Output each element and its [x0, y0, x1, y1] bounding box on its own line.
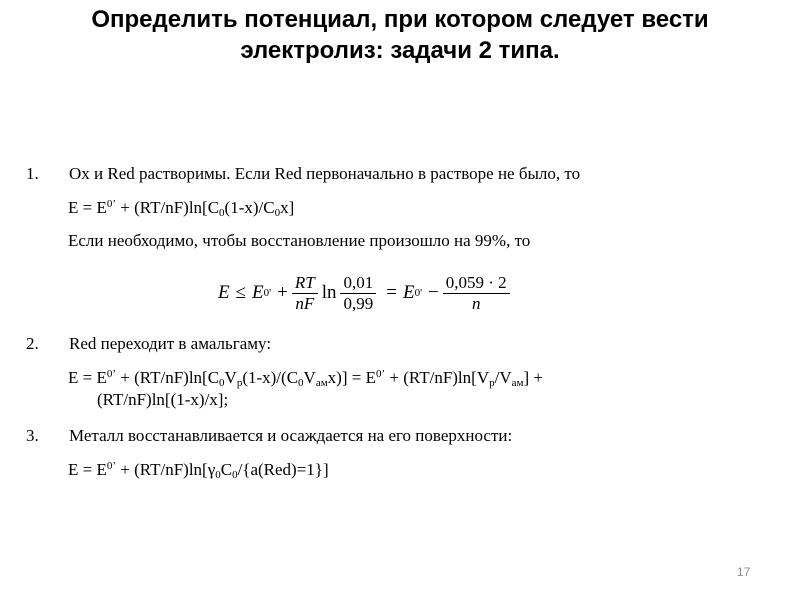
- fraction-denominator: n: [471, 293, 481, 313]
- item-2-formula-part: ] +: [523, 368, 543, 387]
- item-3-formula-sub: 0: [232, 469, 238, 481]
- item-1-formula-part: (1-x)/C: [224, 198, 275, 217]
- item-3-text: Металл восстанавливается и осаждается на его поверхности:: [69, 426, 513, 445]
- formula-fraction-rt-nf: [292, 273, 318, 314]
- item-1-formula-part: + (RT/nF)ln[C: [116, 198, 220, 217]
- slide-title-line-1: Определить потенциал, при котором следует вести: [91, 6, 709, 33]
- item-2-formula-part: V: [303, 368, 316, 387]
- slide-title: [0, 4, 800, 66]
- item-2-formula-sub: 0: [219, 377, 225, 389]
- slide-title-line-2: электролиз: задачи 2 типа.: [240, 37, 560, 64]
- item-1-formula-sub: 0: [219, 207, 225, 219]
- item-1-text: Ox и Red растворимы. Если Red первоначально в растворе не было, то: [69, 164, 581, 183]
- item-3-formula: [68, 460, 329, 480]
- item-3-formula-part: + (RT/nF)ln[γ: [116, 460, 216, 479]
- item-3-formula-part: C: [220, 460, 233, 479]
- item-2-formula-sub: 0: [298, 377, 304, 389]
- item-3-formula-part: /{a(Red)=1}]: [237, 460, 329, 479]
- item-2-formula-sub: p: [236, 377, 243, 389]
- fraction-denominator: nF: [295, 293, 315, 313]
- item-1-formula-sub: 0: [274, 207, 281, 219]
- item-2-formula-part: + (RT/nF)ln[C: [116, 368, 220, 387]
- formula-fraction-ratio: [340, 273, 376, 314]
- formula-lhs: E: [218, 282, 230, 303]
- item-1-number: 1.: [26, 164, 39, 183]
- item-3-number: 3.: [26, 426, 39, 445]
- item-3-formula-sup: 0’: [106, 460, 117, 472]
- item-2-formula-sub: ам: [511, 377, 524, 389]
- fraction-denominator: 0,99: [343, 293, 374, 313]
- item-2-formula-part: (1-x)/(C: [242, 368, 299, 387]
- item-2-formula-sub: ам: [315, 377, 328, 389]
- formula-minus: −: [428, 282, 439, 303]
- item-2-number: 2.: [26, 334, 39, 353]
- item-1-note: Если необходимо, чтобы восстановление произошло на 99%, то: [68, 231, 531, 250]
- item-1-display-formula: E ≤ E 0' + $\frac{RT}{nF}$ ln $\frac{0,01}{0,99}$ = E 0' − $\frac{0,059 \cdot 2}{n}$: [218, 270, 514, 316]
- fraction-numerator: RT: [292, 273, 318, 294]
- formula-ln: ln: [321, 282, 337, 303]
- item-2-formula-part: V: [224, 368, 237, 387]
- formula-e0b: E: [402, 282, 415, 303]
- item-2-formula-sub: p: [489, 377, 495, 389]
- page-number: 17: [737, 565, 751, 579]
- item-1-formula-part: E = E: [68, 198, 107, 217]
- item-1-formula: [68, 198, 294, 218]
- item-1-formula-sup: 0’: [106, 198, 117, 210]
- item-2-formula-part: x)] = E: [327, 368, 376, 387]
- formula-leq: ≤: [235, 282, 247, 303]
- item-2-formula: [68, 368, 543, 388]
- item-2-formula-line-2: (RT/nF)ln[(1-x)/x];: [97, 390, 229, 409]
- fraction-numerator: 0,059 · 2: [443, 273, 510, 294]
- formula-fraction-nernst: [443, 273, 510, 314]
- formula-equals: =: [386, 282, 397, 303]
- item-3-formula-part: E = E: [68, 460, 107, 479]
- item-3-formula-sub: 0: [215, 469, 221, 481]
- formula-plus: +: [277, 282, 288, 303]
- item-2-formula-part: E = E: [68, 368, 107, 387]
- item-1-formula-part: x]: [280, 198, 295, 217]
- fraction-numerator: 0,01: [340, 273, 376, 294]
- item-2-formula-part: + (RT/nF)ln[V: [385, 368, 490, 387]
- item-2-formula-sup: 0’: [375, 368, 386, 380]
- item-2-formula-part: /V: [494, 368, 512, 387]
- item-2-formula-sup: 0’: [106, 368, 117, 380]
- formula-e0: E: [252, 282, 264, 303]
- item-2-text: Red переходит в амальгаму:: [69, 334, 272, 353]
